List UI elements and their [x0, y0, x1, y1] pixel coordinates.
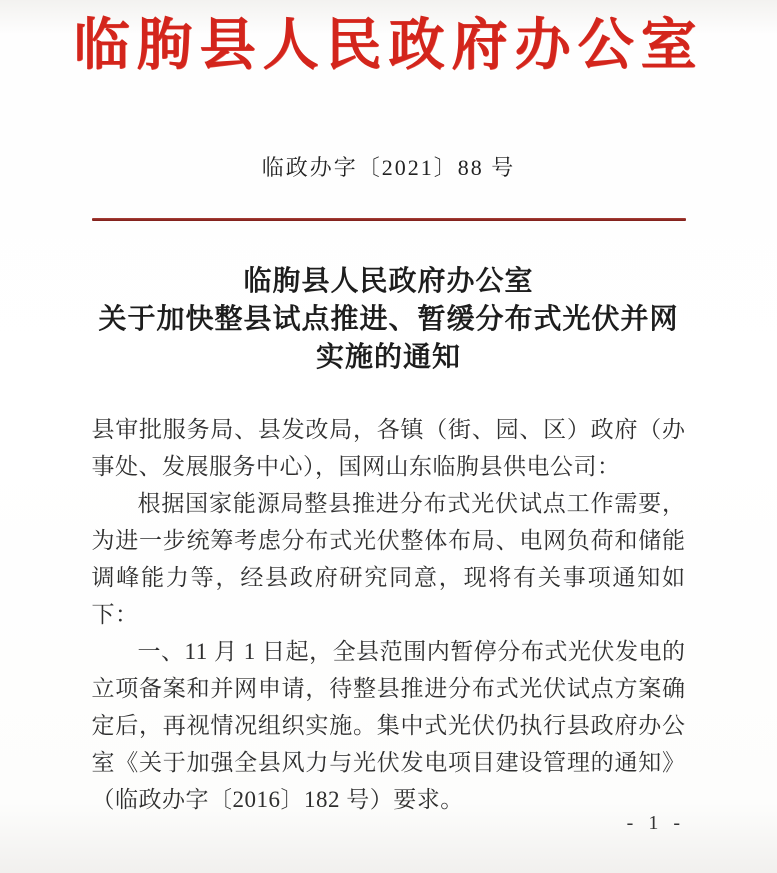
document-title-line3: 实施的通知	[315, 342, 461, 373]
document-title-line1: 临朐县人民政府办公室	[243, 266, 534, 297]
letterhead-org-name: 临朐县人民政府办公室	[73, 15, 704, 77]
document-title-line2: 关于加快整县试点推进、暂缓分布式光伏并网	[98, 304, 679, 335]
page-number: - 1 -	[626, 812, 685, 834]
document-body	[92, 411, 686, 818]
red-divider-line	[92, 218, 686, 221]
salutation-paragraph: 县审批服务局、县发改局，各镇（街、园、区）政府（办事处、发展服务中心），国网山东临朐县供电公司：	[91, 417, 686, 479]
body-paragraph-1: 根据国家能源局整县推进分布式光伏试点工作需要，为进一步统筹考虑分布式光伏整体布局、电网负荷和储能调峰能力等，经县政府研究同意，现将有关事项通知如下：	[91, 491, 686, 627]
document-title	[0, 263, 777, 377]
body-paragraph-2: 一、11 月 1 日起，全县范围内暂停分布式光伏发电的立项备案和并网申请，待整县推进分布式光伏试点方案确定后，再视情况组织实施。集中式光伏仍执行县政府办公室《关于加强全县风力与光伏发电项目建设管理的通知》（临政办字〔2016〕182 号）要求。	[91, 639, 686, 812]
document-number: 临政办字〔2021〕88 号	[261, 155, 516, 180]
